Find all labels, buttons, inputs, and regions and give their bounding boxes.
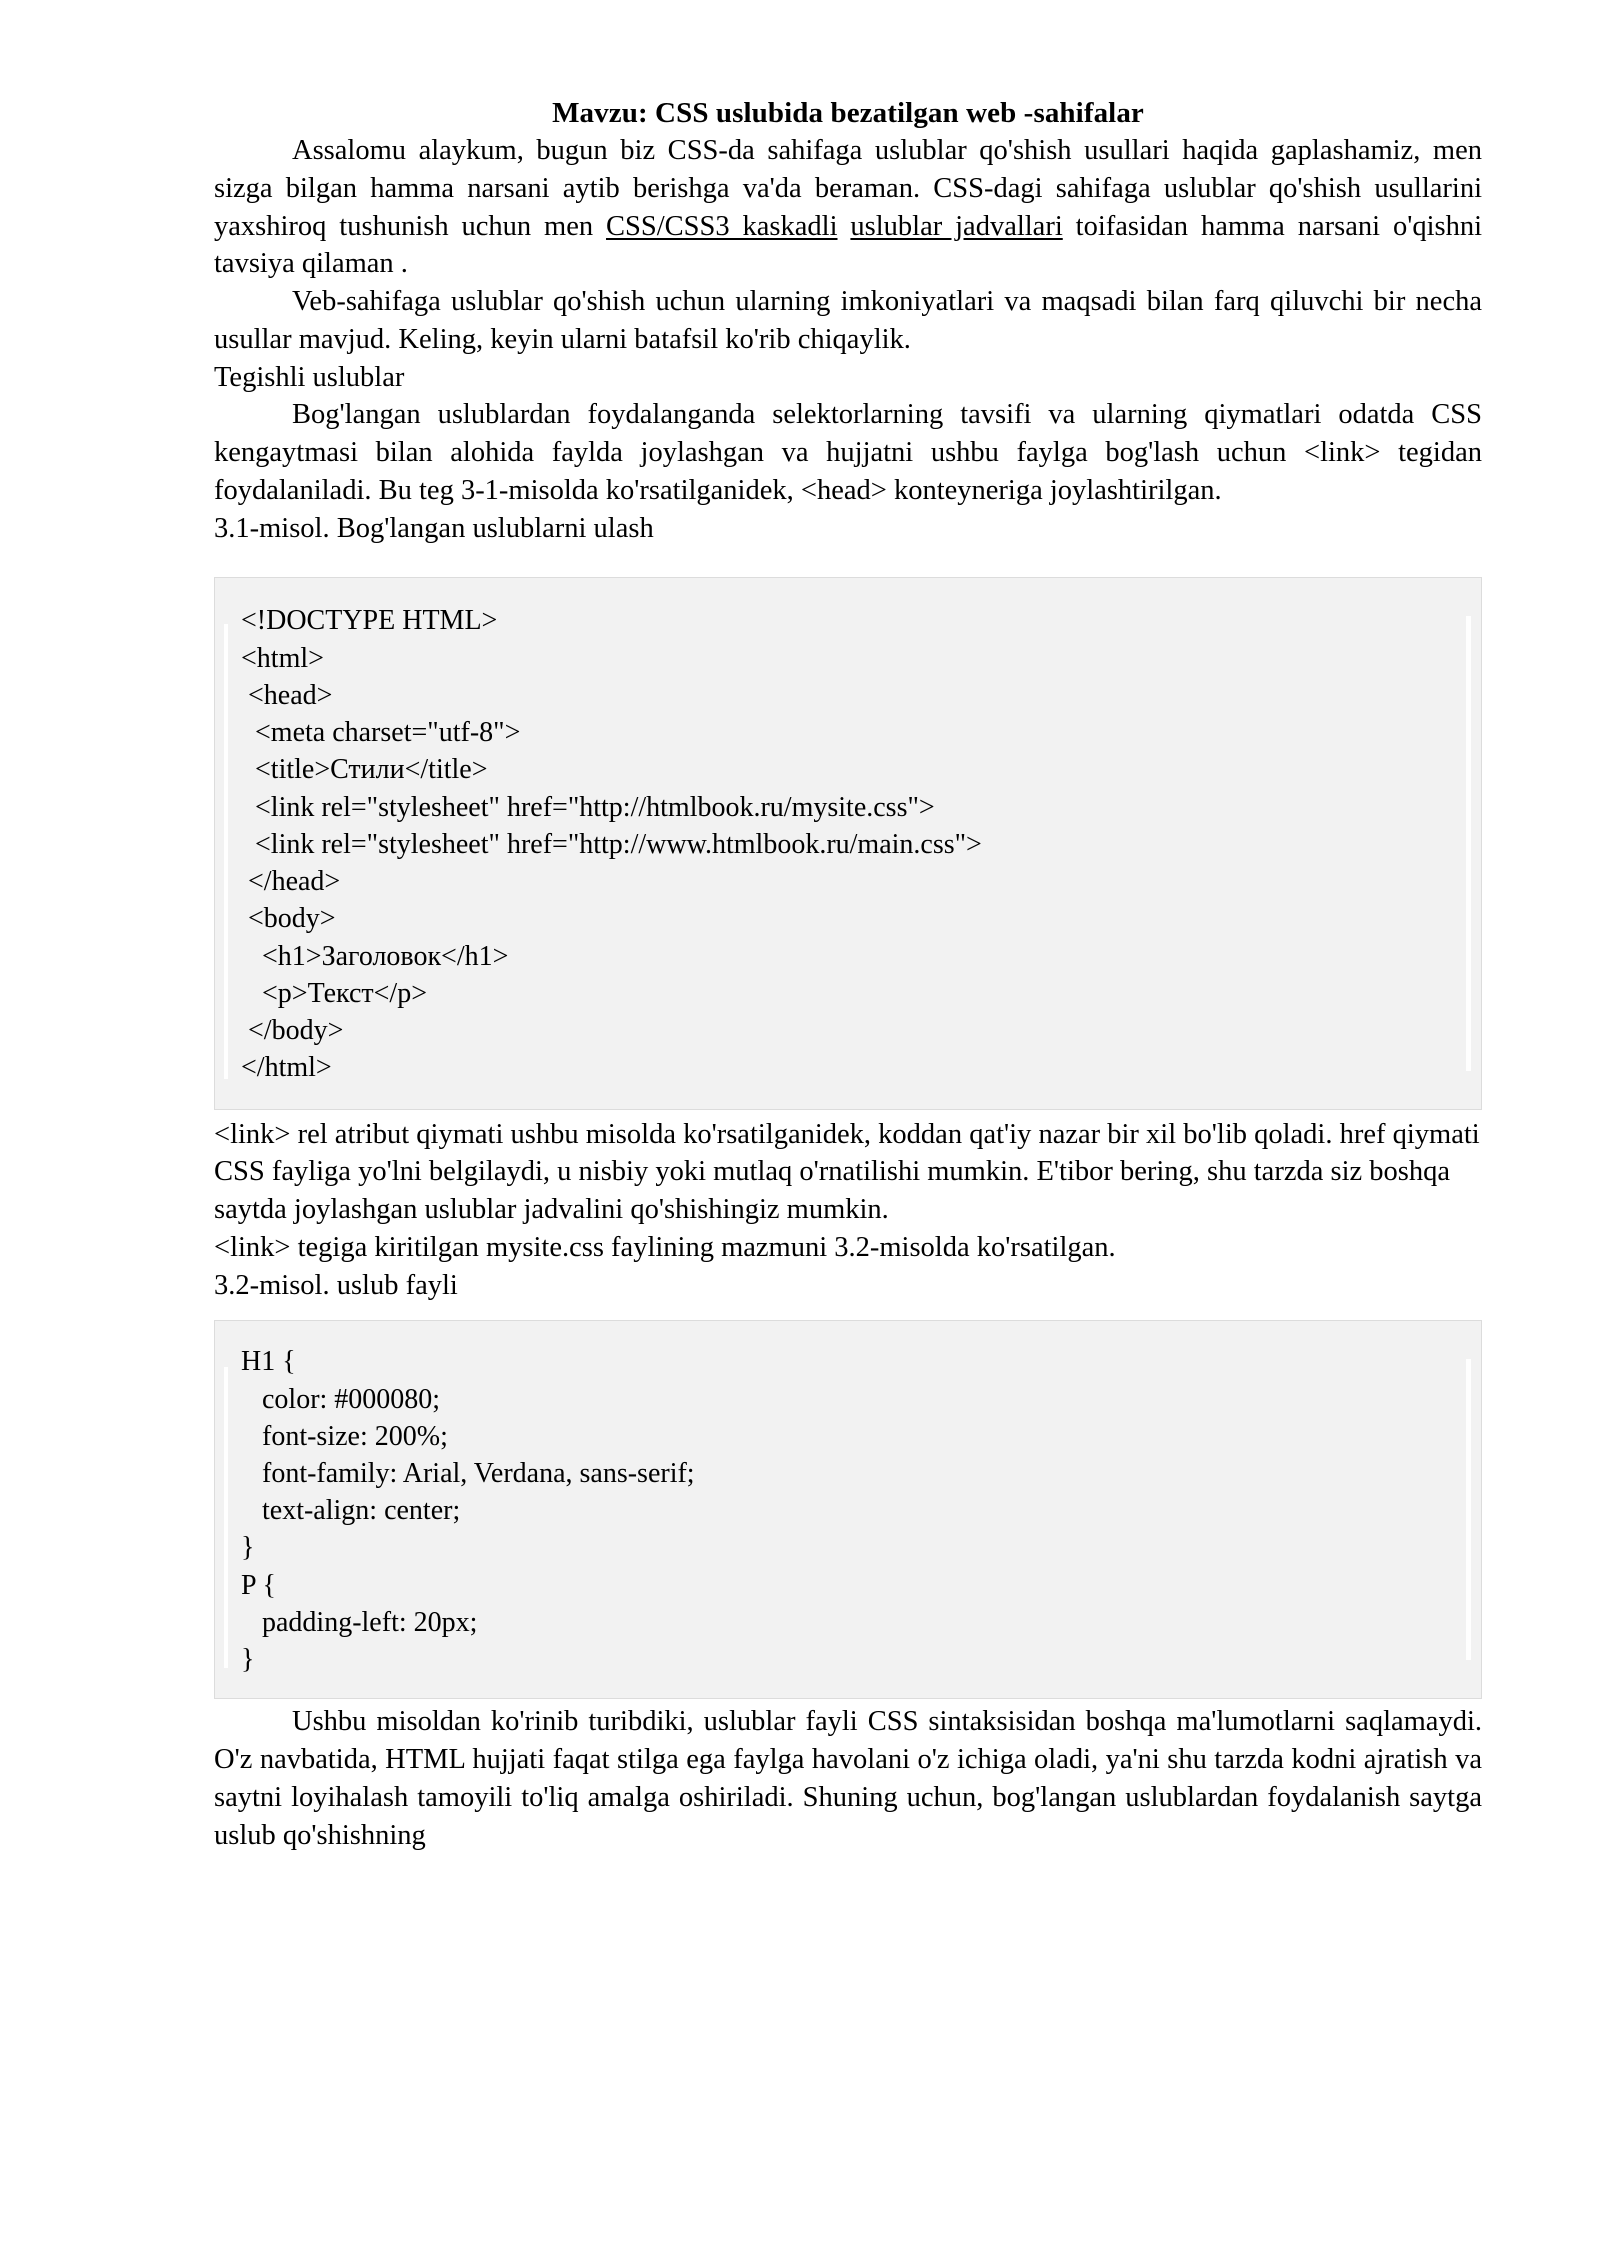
paragraph-second: Veb-sahifaga uslublar qo'shish uchun ularning imkoniyatlari va maqsadi bilan farq qiluvchi bir necha usullar mavjud. Keling, keyin ularni batafsil ko'rib chiqaylik. xyxy=(214,286,1482,355)
code-line: color: #000080; xyxy=(241,1383,441,1415)
intro-text-part-1: Assalomu alaykum, bugun biz CSS-da sahifaga uslublar qo'shish usullari haqida gaplashamiz, men sizga bilgan hamma narsani aytib berishga va'da beraman. CSS-dagi sahifaga uslublar qo'shish usullarini yaxshiroq tushunish uchun men xyxy=(214,135,1482,242)
code-line: } xyxy=(241,1532,255,1564)
code-line: <h1>Заголовок</h1> xyxy=(241,940,509,972)
code-line: </body> xyxy=(241,1015,344,1047)
caption-example-3-1: 3.1-misol. Bog'langan uslublarni ulash xyxy=(214,512,654,544)
paragraph-final: Ushbu misoldan ko'rinib turibdiki, uslublar fayli CSS sintaksisidan boshqa ma'lumotlarni saqlamaydi. O'z navbatida, HTML hujjati faqat stilga ega faylga havolani o'z ichiga oladi, ya'ni shu tarzda kodni ajratish va saytni loyihalash tamoyili to'liq amalga oshiriladi. Shuning uchun, bog'langan uslublardan foydalanish saytga uslub qo'shishning xyxy=(214,1706,1482,1851)
caption-example-3-2: 3.2-misol. uslub fayli xyxy=(214,1269,458,1301)
code-line: <p>Текст</p> xyxy=(241,977,427,1009)
inline-link-css-kaskadli[interactable]: CSS/CSS3 kaskadli xyxy=(606,210,838,242)
code-block-css xyxy=(214,1320,1482,1699)
code-line: font-family: Arial, Verdana, sans-serif; xyxy=(241,1457,695,1489)
code-line: <html> xyxy=(241,642,324,674)
code-line: <!DOCTYPE HTML> xyxy=(241,605,498,637)
code-line: P { xyxy=(241,1569,276,1601)
code-scroll-strip[interactable] xyxy=(1466,1359,1471,1660)
heading-tegishli-uslublar: Tegishli uslublar xyxy=(214,361,405,393)
code-line: <meta charset="utf-8"> xyxy=(241,717,521,749)
code-line: </head> xyxy=(241,866,341,898)
code-line: } xyxy=(241,1644,255,1676)
paragraph-third: Bog'langan uslublardan foydalanganda selektorlarning tavsifi va ularning qiymatlari odatda CSS kengaytmasi bilan alohida faylda joylashgan va hujjatni ushbu faylga bog'lash uchun <link> tegidan foydalaniladi. Bu teg 3-1-misolda ko'rsatilganidek, <head> konteyneriga joylashtirilgan. xyxy=(214,399,1482,506)
inline-link-uslublar-jadvallari[interactable]: uslublar jadvallari xyxy=(850,210,1063,242)
code-line: text-align: center; xyxy=(241,1495,461,1527)
code-line: <link rel="stylesheet" href="http://www.htmlbook.ru/main.css"> xyxy=(241,828,982,860)
code-block-html xyxy=(214,577,1482,1109)
paragraph-after-code-1: <link> rel atribut qiymati ushbu misolda ko'rsatilganidek, koddan qat'iy nazar bir xil bo'lib qoladi. href qiymati CSS fayliga yo'lni belgilaydi, u nisbiy yoki mutlaq o'rnatilishi mumkin. E'tibor bering, shu tarzda siz boshqa saytda joylashgan uslublar jadvalini qo'shishingiz mumkin. xyxy=(214,1118,1480,1226)
code-line: font-size: 200%; xyxy=(241,1420,448,1452)
code-line: </html> xyxy=(241,1052,332,1084)
document-content xyxy=(214,96,1482,1854)
code-gutter-strip-left xyxy=(224,624,228,1078)
page-title: Mavzu: CSS uslubida bezatilgan web -sahifalar xyxy=(552,97,1144,129)
code-gutter-strip-left xyxy=(224,1367,228,1668)
code-line: <body> xyxy=(241,903,336,935)
code-line: <link rel="stylesheet" href="http://htmlbook.ru/mysite.css"> xyxy=(241,791,935,823)
code-line: padding-left: 20px; xyxy=(241,1606,478,1638)
paragraph-mysite-note: <link> tegiga kiritilgan mysite.css faylining mazmuni 3.2-misolda ko'rsatilgan. xyxy=(214,1231,1116,1263)
code-line: <title>Стили</title> xyxy=(241,754,488,786)
intro-text-part-2: toifasidan hamma narsani o'qishni tavsiya qilaman . xyxy=(214,210,1483,280)
paragraph-intro xyxy=(214,132,1482,283)
code-line: <head> xyxy=(241,679,333,711)
code-line: H1 { xyxy=(241,1346,296,1378)
code-scroll-strip[interactable] xyxy=(1466,616,1471,1070)
